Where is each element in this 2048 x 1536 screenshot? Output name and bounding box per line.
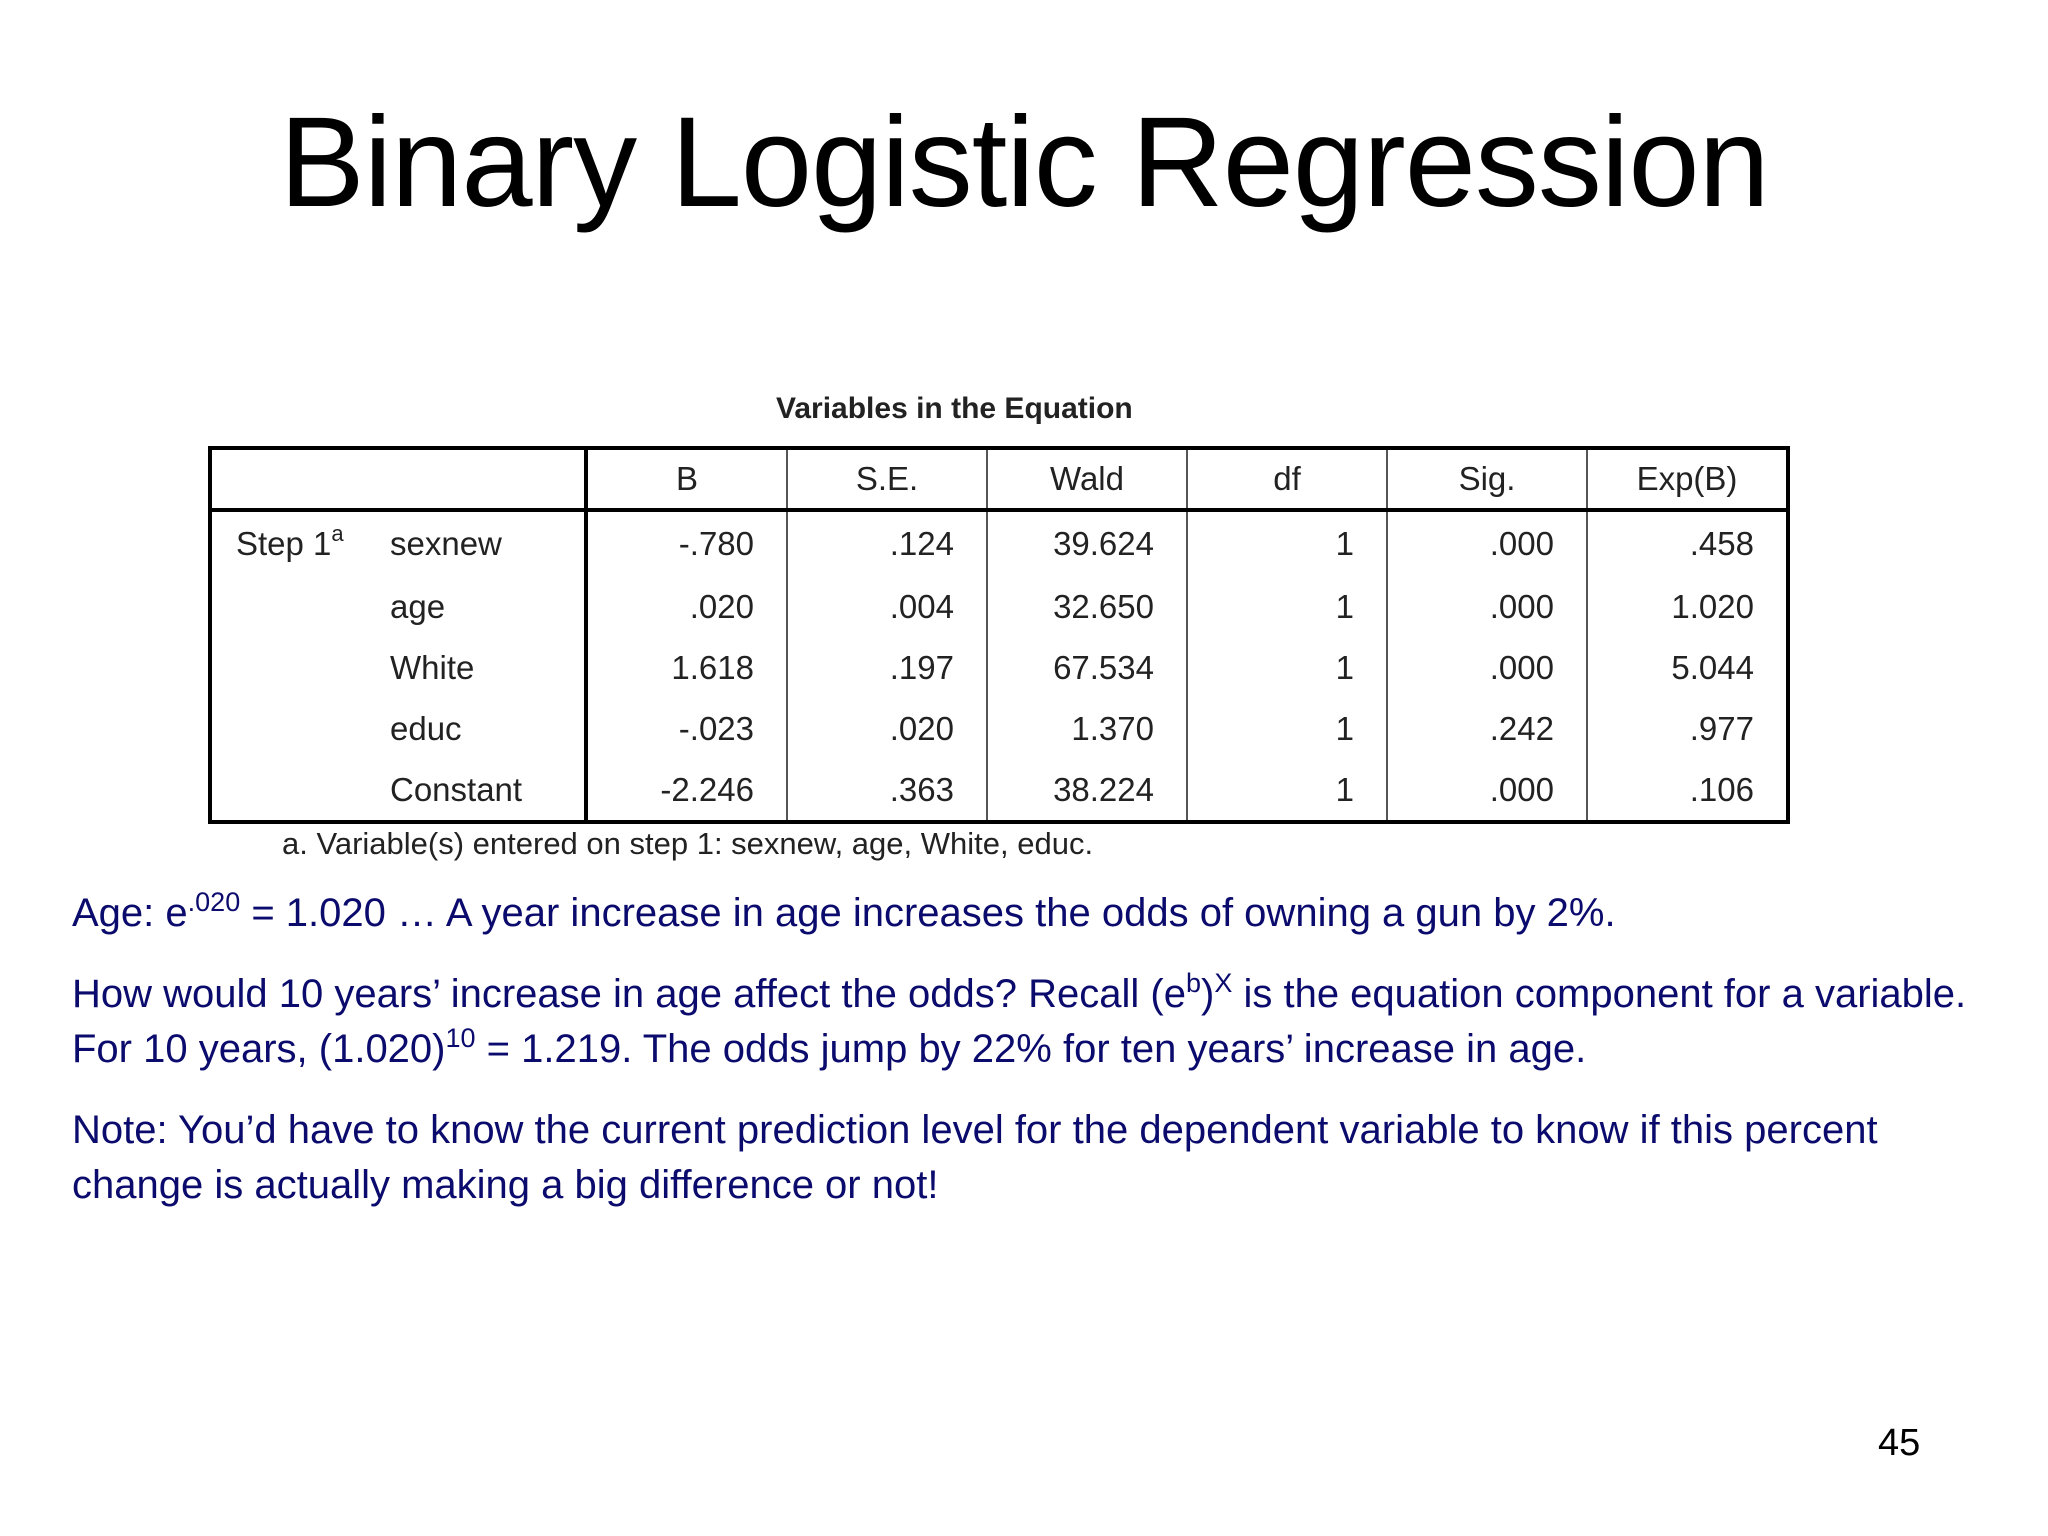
text-run: Age: e [72, 891, 188, 935]
value-df: 1 [1187, 759, 1387, 822]
value-sig: .000 [1387, 759, 1587, 822]
value-se: .004 [787, 576, 987, 637]
variables-table [208, 446, 1790, 824]
value-se: .363 [787, 759, 987, 822]
header-df: df [1187, 448, 1387, 510]
value-expb: 5.044 [1587, 637, 1788, 698]
step-label-cell [210, 576, 390, 637]
table-row [210, 576, 1788, 637]
superscript: X [1214, 968, 1233, 998]
table-caption: Variables in the Equation [776, 392, 1133, 425]
header-se: S.E. [787, 448, 987, 510]
value-sig: .000 [1387, 510, 1587, 576]
variable-name: educ [390, 709, 462, 747]
table-footnote: a. Variable(s) entered on step 1: sexnew, age, White, educ. [282, 826, 1094, 861]
value-sig: .242 [1387, 698, 1587, 759]
text-run: = 1.020 … A year increase in age increases the odds of owning a gun by 2%. [240, 891, 1616, 935]
superscript: .020 [187, 887, 241, 917]
text-run: = 1.219. The odds jump by 22% for ten years’ increase in age. [475, 1027, 1587, 1071]
value-expb: 1.020 [1587, 576, 1788, 637]
value-b: -2.246 [586, 759, 787, 822]
value-b: -.023 [586, 698, 787, 759]
step-footnote-marker: a [331, 521, 344, 546]
value-expb: .106 [1587, 759, 1788, 822]
text-run: is the equation component for a variable. For 10 years, (1.020) [72, 972, 1967, 1071]
value-df: 1 [1187, 698, 1387, 759]
text-run: How would 10 years’ increase in age affect the odds? Recall (e [72, 972, 1186, 1016]
variable-name: White [390, 648, 475, 686]
value-wald: 67.534 [987, 637, 1187, 698]
step-label-cell [210, 698, 390, 759]
value-b: .020 [586, 576, 787, 637]
header-corner [210, 448, 586, 510]
value-df: 1 [1187, 576, 1387, 637]
paragraph-ten-years [72, 967, 2002, 1077]
step-label: Step 1 [236, 525, 332, 562]
text-run: ) [1201, 972, 1215, 1016]
value-wald: 1.370 [987, 698, 1187, 759]
value-se: .020 [787, 698, 987, 759]
value-expb: .977 [1587, 698, 1788, 759]
value-wald: 38.224 [987, 759, 1187, 822]
paragraph-age [72, 886, 2002, 941]
value-sig: .000 [1387, 576, 1587, 637]
variable-name: sexnew [390, 525, 502, 562]
value-df: 1 [1187, 510, 1387, 576]
table-row [210, 698, 1788, 759]
value-df: 1 [1187, 637, 1387, 698]
value-se: .197 [787, 637, 987, 698]
header-wald: Wald [987, 448, 1187, 510]
body-text [72, 886, 2002, 1239]
value-wald: 39.624 [987, 510, 1187, 576]
paragraph-note: Note: You’d have to know the current prediction level for the dependent variable to know if this percent change is actually making a big difference or not! [72, 1108, 1878, 1207]
superscript: b [1185, 968, 1201, 998]
header-expb: Exp(B) [1587, 448, 1788, 510]
table-header-row [210, 448, 1788, 510]
page-number: 45 [1878, 1422, 1921, 1464]
step-label-cell [210, 510, 390, 576]
header-b: B [586, 448, 787, 510]
value-b: 1.618 [586, 637, 787, 698]
step-label-cell [210, 637, 390, 698]
table-row [210, 637, 1788, 698]
header-sig: Sig. [1387, 448, 1587, 510]
slide-title: Binary Logistic Regression [279, 91, 1769, 234]
value-b: -.780 [586, 510, 787, 576]
step-label-cell [210, 759, 390, 822]
value-wald: 32.650 [987, 576, 1187, 637]
superscript: 10 [445, 1023, 476, 1053]
table-row [210, 759, 1788, 822]
variable-name: Constant [390, 770, 523, 808]
variable-name: age [390, 587, 446, 625]
table-row [210, 510, 1788, 576]
value-expb: .458 [1587, 510, 1788, 576]
value-sig: .000 [1387, 637, 1587, 698]
value-se: .124 [787, 510, 987, 576]
